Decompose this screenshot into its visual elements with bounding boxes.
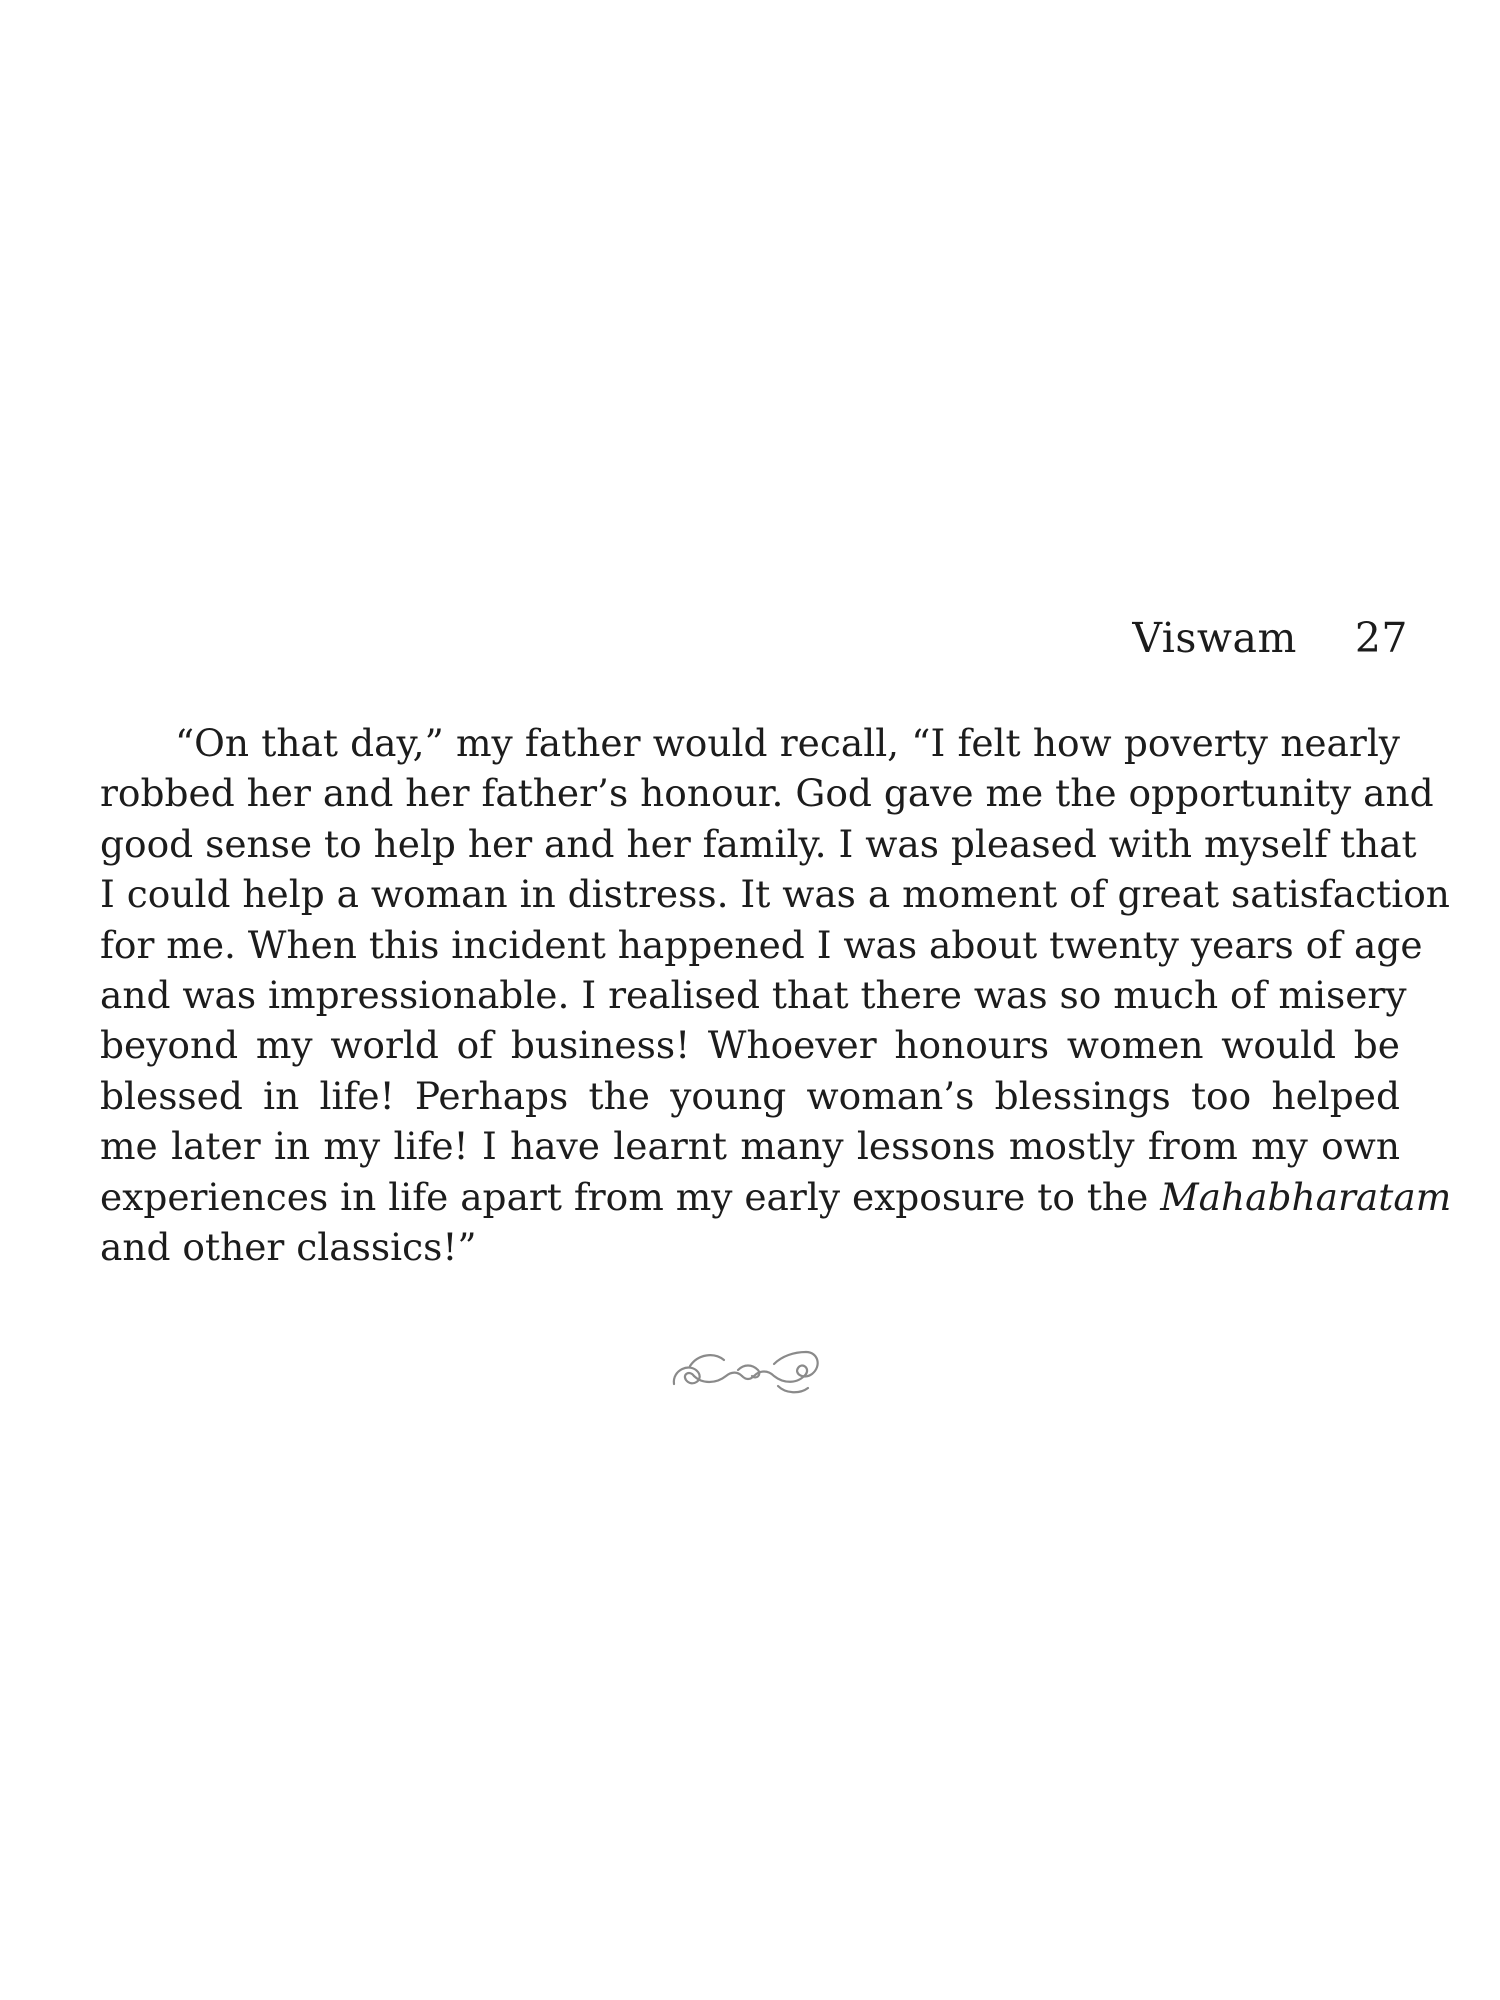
paragraph-line: beyond my world of business! Whoever honours women would be	[100, 1023, 1400, 1068]
paragraph-line-with-italic	[100, 1172, 1452, 1222]
paragraph-line: I could help a woman in distress. It was a moment of great satisfaction	[100, 872, 1450, 917]
paragraph-line: for me. When this incident happened I was about twenty years of age	[100, 922, 1423, 967]
flourish-ornament-icon	[668, 1340, 828, 1400]
paragraph-line: “On that day,” my father would recall, “I felt how poverty nearly	[175, 721, 1400, 765]
page-number: 27	[1354, 614, 1408, 662]
paragraph-line: and was impressionable. I realised that there was so much of misery	[100, 972, 1407, 1017]
paragraph-line: me later in my life! I have learnt many lessons mostly from my own	[100, 1124, 1400, 1169]
paragraph-line: blessed in life! Perhaps the young woman’s blessings too helped	[100, 1073, 1400, 1118]
paragraph-line-prefix: experiences in life apart from my early exposure to the	[100, 1174, 1161, 1219]
paragraph-line: robbed her and her father’s honour. God gave me the opportunity and	[100, 771, 1434, 816]
running-head	[1132, 612, 1408, 664]
body-paragraph	[100, 718, 1452, 1272]
italic-title: Mahabharatam	[1160, 1174, 1452, 1219]
paragraph-last-line: and other classics!”	[100, 1224, 477, 1269]
paragraph-line: good sense to help her and her family. I was pleased with myself that	[100, 821, 1417, 866]
running-head-title: Viswam	[1132, 614, 1297, 662]
